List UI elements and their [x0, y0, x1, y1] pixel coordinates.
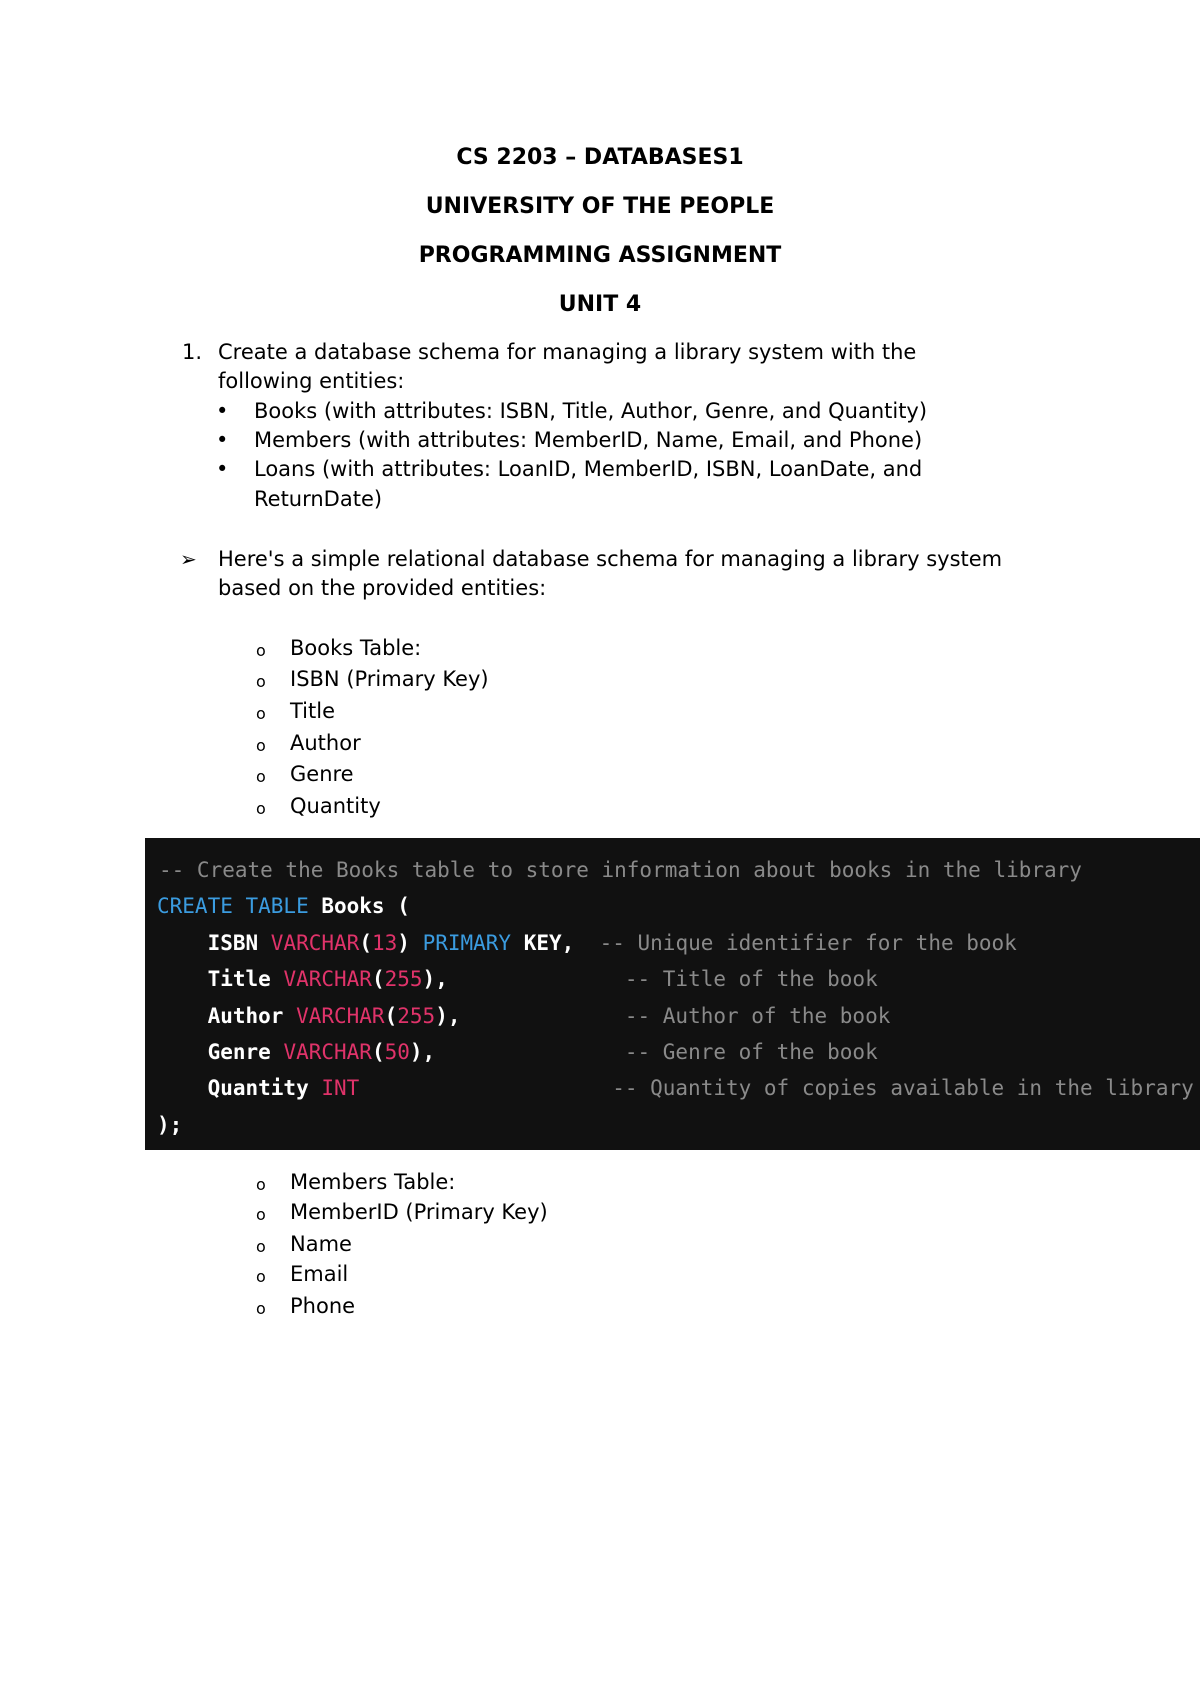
circle-bullet-icon: o — [256, 1267, 266, 1286]
circle-bullet-icon: o — [256, 704, 266, 723]
entity-members: Members (with attributes: MemberID, Name, Email, and Phone) — [254, 428, 923, 452]
code-line-genre — [157, 1034, 878, 1070]
code-punct: ( — [359, 931, 372, 955]
sql-code-block — [145, 838, 1200, 1150]
circle-bullet-icon: o — [256, 672, 266, 691]
arrow-bullet-icon: ➢ — [180, 547, 197, 571]
bullet-icon: • — [216, 399, 229, 423]
code-pad — [460, 1004, 624, 1028]
books-list-item: Genre — [290, 762, 354, 786]
question-line-2: following entities: — [218, 369, 405, 393]
code-punct: ), — [435, 1004, 461, 1028]
code-comment: -- Quantity of copies available in the library — [612, 1076, 1194, 1100]
circle-bullet-icon: o — [256, 1205, 266, 1224]
unit-title: UNIT 4 — [558, 292, 642, 317]
code-number: 50 — [384, 1040, 410, 1064]
code-pad — [435, 1040, 625, 1064]
members-list-item: Phone — [290, 1294, 356, 1318]
code-column: Author — [157, 1004, 297, 1028]
code-pad — [359, 1076, 612, 1100]
circle-bullet-icon: o — [256, 1299, 266, 1318]
bullet-icon: • — [216, 457, 229, 481]
code-column: Title — [157, 967, 284, 991]
code-keyword: PRIMARY — [422, 931, 512, 955]
code-number: 13 — [371, 931, 398, 955]
question-line-1: Create a database schema for managing a library system with the — [218, 340, 917, 364]
code-line-quantity — [157, 1070, 1194, 1106]
circle-bullet-icon: o — [256, 736, 266, 755]
entity-loans-cont: ReturnDate) — [254, 487, 383, 511]
answer-line-2: based on the provided entities: — [218, 576, 547, 600]
code-keyword-rest: KEY, — [511, 931, 575, 955]
code-type: VARCHAR — [296, 1004, 385, 1028]
code-comment: -- Author of the book — [624, 1004, 891, 1028]
code-number: 255 — [384, 967, 423, 991]
code-type: INT — [321, 1076, 360, 1100]
code-line-author — [157, 998, 890, 1034]
code-type: VARCHAR — [283, 967, 372, 991]
books-list-item: Author — [290, 731, 361, 755]
circle-bullet-icon: o — [256, 767, 266, 786]
code-end: ); — [157, 1113, 183, 1137]
books-list-item: Books Table: — [290, 636, 422, 660]
code-column: ISBN — [157, 931, 271, 955]
circle-bullet-icon: o — [256, 1175, 266, 1194]
circle-bullet-icon: o — [256, 799, 266, 818]
course-title: CS 2203 – DATABASES1 — [456, 145, 744, 170]
code-pad — [448, 967, 625, 991]
members-list-item: Name — [290, 1232, 352, 1256]
answer-line-1: Here's a simple relational database schema for managing a library system — [218, 547, 1003, 571]
question-number: 1. — [182, 340, 203, 364]
code-comment: -- Title of the book — [624, 967, 878, 991]
members-list-item: Members Table: — [290, 1170, 456, 1194]
bullet-icon: • — [216, 428, 229, 452]
code-keyword: CREATE TABLE — [157, 894, 309, 918]
code-punct: ( — [371, 1040, 385, 1064]
code-column: Genre — [157, 1040, 284, 1064]
code-type: VARCHAR — [270, 931, 360, 955]
code-line-title — [157, 961, 878, 997]
code-type: VARCHAR — [283, 1040, 372, 1064]
books-list-item: Title — [290, 699, 336, 723]
code-table-name: Books ( — [308, 894, 410, 918]
code-punct: ), — [409, 1040, 436, 1064]
books-list-item: ISBN (Primary Key) — [290, 667, 489, 691]
code-number: 255 — [397, 1004, 436, 1028]
members-list-item: MemberID (Primary Key) — [290, 1200, 548, 1224]
code-punct: ( — [371, 967, 385, 991]
code-pad — [574, 931, 599, 955]
code-punct: ) — [397, 931, 423, 955]
code-comment: -- Create the Books table to store information about books in the library — [159, 858, 1082, 882]
code-comment: -- Genre of the book — [624, 1040, 878, 1064]
code-comment: -- Unique identifier for the book — [599, 931, 1017, 955]
code-punct: ( — [384, 1004, 398, 1028]
circle-bullet-icon: o — [256, 1237, 266, 1256]
books-list-item: Quantity — [290, 794, 381, 818]
circle-bullet-icon: o — [256, 641, 266, 660]
university-title: UNIVERSITY OF THE PEOPLE — [425, 194, 775, 219]
code-create-line — [157, 888, 410, 924]
code-punct: ), — [422, 967, 448, 991]
members-list-item: Email — [290, 1262, 349, 1286]
code-column: Quantity — [157, 1076, 322, 1100]
code-line-isbn — [157, 925, 1017, 961]
entity-books: Books (with attributes: ISBN, Title, Author, Genre, and Quantity) — [254, 399, 928, 423]
entity-loans: Loans (with attributes: LoanID, MemberID, ISBN, LoanDate, and — [254, 457, 923, 481]
assignment-title: PROGRAMMING ASSIGNMENT — [418, 243, 782, 268]
